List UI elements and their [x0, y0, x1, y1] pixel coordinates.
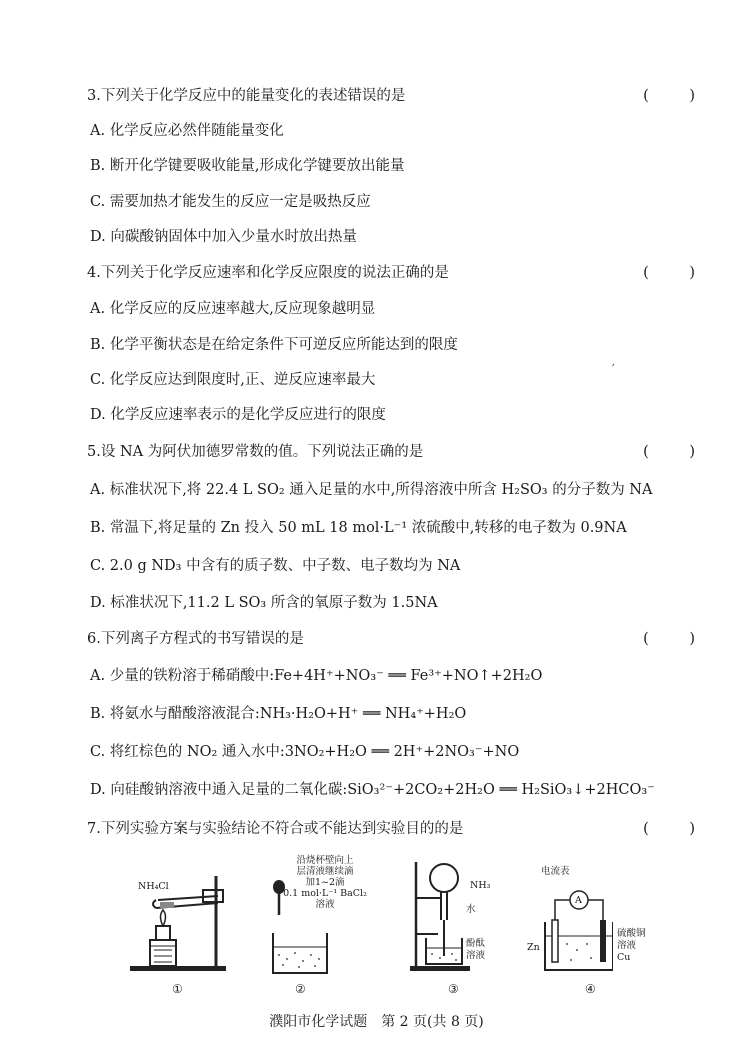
figure-4-solution-label-2: 溶液	[617, 940, 637, 951]
figure-4-zn-label: Zn	[527, 942, 540, 953]
question-3-stem: 3.下列关于化学反应中的能量变化的表述错误的是	[87, 88, 406, 104]
question-3-option-c: C. 需要加热才能发生的反应一定是吸热反应	[90, 194, 371, 210]
question-4-option-d: D. 化学反应速率表示的是化学反应进行的限度	[90, 407, 386, 423]
question-4-option-b: B. 化学平衡状态是在给定条件下可逆反应所能达到的限度	[90, 337, 458, 353]
figure-4-number: ④	[585, 982, 596, 996]
question-5-option-a: A. 标准状况下,将 22.4 L SO₂ 通入足量的水中,所得溶液中所含 H₂SO₃ 的分子数为 NA	[90, 482, 653, 498]
question-5-option-d: D. 标准状况下,11.2 L SO₃ 所含的氧原子数为 1.5NA	[90, 595, 438, 611]
figure-2-caption-line-2: 层清液继续滴	[296, 866, 354, 877]
figure-2-caption-line-1: 沿烧杯壁向上	[296, 855, 354, 866]
question-5-option-b: B. 常温下,将足量的 Zn 投入 50 mL 18 mol·L⁻¹ 浓硫酸中,转移的电子数为 0.9NA	[90, 520, 627, 536]
question-4-option-a: A. 化学反应的反应速率越大,反应现象越明显	[90, 301, 376, 317]
question-4-option-c: C. 化学反应达到限度时,正、逆反应速率最大	[90, 372, 376, 388]
figure-2-caption	[275, 855, 375, 910]
figure-4-cu-label: Cu	[617, 952, 631, 963]
answer-bracket-6: ( )	[643, 631, 713, 647]
figure-2-caption-line-3: 加1~2滴	[305, 877, 345, 888]
figure-2-apparatus	[265, 855, 367, 996]
figure-4-meter-symbol: A	[575, 895, 582, 906]
question-6-stem: 6.下列离子方程式的书写错误的是	[87, 631, 304, 647]
figure-3-water-label: 水	[466, 904, 476, 915]
figure-3-indicator-label: 酚酞	[466, 938, 486, 949]
figure-3-apparatus	[408, 858, 491, 996]
figure-1-apparatus	[128, 868, 238, 996]
figure-1-label: NH₄Cl	[138, 881, 169, 892]
figure-4-drawing	[533, 870, 613, 975]
question-3-option-d: D. 向碳酸钠固体中加入少量水时放出热量	[90, 229, 357, 245]
figure-2-caption-line-5: 溶液	[315, 899, 335, 910]
stray-pen-mark: ′	[612, 362, 615, 376]
question-5-option-c: C. 2.0 g ND₃ 中含有的质子数、中子数、电子数均为 NA	[90, 558, 461, 574]
figure-2-caption-line-4: 0.1 mol·L⁻¹ BaCl₂	[283, 888, 367, 899]
question-5-stem: 5.设 NA 为阿伏加德罗常数的值。下列说法正确的是	[87, 444, 424, 460]
answer-bracket-3: ( )	[643, 88, 713, 104]
page-footer: 濮阳市化学试题 第 2 页(共 8 页)	[269, 1014, 484, 1030]
question-6-option-a: A. 少量的铁粉溶于稀硝酸中:Fe+4H⁺+NO₃⁻ ══ Fe³⁺+NO↑+2H₂O	[90, 668, 543, 684]
question-6-option-b: B. 将氨水与醋酸溶液混合:NH₃·H₂O+H⁺ ══ NH₄⁺+H₂O	[90, 706, 467, 722]
figure-4-meter-label: 电流表	[541, 866, 570, 877]
figure-4-apparatus	[527, 866, 646, 996]
figure-2-number: ②	[295, 982, 306, 996]
figure-3-gas-label: NH₃	[470, 880, 491, 891]
question-6-option-c: C. 将红棕色的 NO₂ 通入水中:3NO₂+H₂O ══ 2H⁺+2NO₃⁻+NO	[90, 744, 520, 760]
question-4-stem: 4.下列关于化学反应速率和化学反应限度的说法正确的是	[87, 265, 449, 281]
figure-3-number: ③	[448, 982, 459, 996]
answer-bracket-7: ( )	[643, 821, 713, 837]
question-6-option-d: D. 向硅酸钠溶液中通入足量的二氧化碳:SiO₃²⁻+2CO₂+2H₂O ══ H₂SiO₃↓+2HCO₃⁻	[90, 782, 655, 798]
figure-3-solution-label: 溶液	[466, 950, 486, 961]
figure-4-solution-label: 硫酸铜	[617, 928, 646, 939]
question-7-stem: 7.下列实验方案与实验结论不符合或不能达到实验目的的是	[87, 821, 464, 837]
figure-1-number: ①	[172, 982, 183, 996]
answer-bracket-4: ( )	[643, 265, 713, 281]
answer-bracket-5: ( )	[643, 444, 713, 460]
question-3-option-a: A. 化学反应必然伴随能量变化	[90, 123, 284, 139]
question-3-option-b: B. 断开化学键要吸收能量,形成化学键要放出能量	[90, 158, 405, 174]
